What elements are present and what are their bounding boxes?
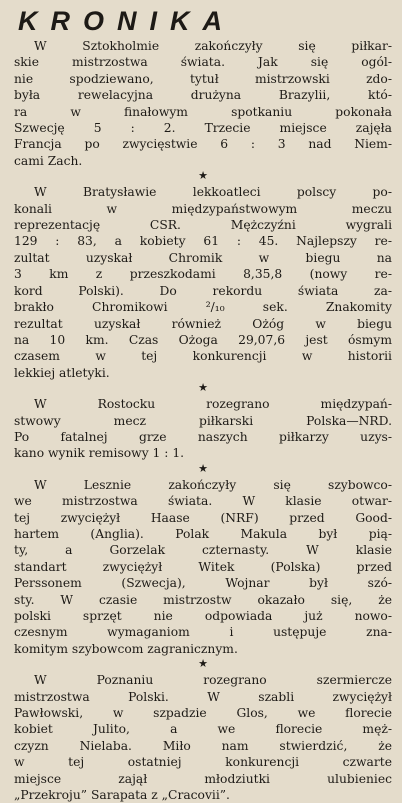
- article-line: czesnym wymaganiom i ustępuje zna-: [14, 625, 392, 640]
- article-line: Pawłowski, w szpadzie Glos, we florecie: [14, 706, 392, 721]
- article-list: [14, 38, 392, 803]
- article-line: stwowy mecz piłkarski Polska—NRD.: [14, 413, 392, 428]
- article-line: kobiet Julito, a we florecie męż-: [14, 722, 392, 737]
- article: [14, 184, 392, 381]
- article-line: W Poznaniu rozegrano szermiercze: [34, 673, 392, 688]
- separator-star: ★: [198, 169, 208, 183]
- article-line: Francja po zwycięstwie 6 : 3 nad Niem-: [14, 137, 392, 152]
- article-line: cami Zach.: [14, 153, 83, 168]
- article-line: lekkiej atletyki.: [14, 365, 110, 380]
- separator-star: ★: [198, 461, 208, 475]
- article-line: Perssonem (Szwecja), Wojnar był szó-: [14, 576, 392, 591]
- section-title: KRONIKA: [18, 6, 235, 36]
- article-line: czasem w tej konkurencji w historii: [14, 349, 392, 364]
- article-line: miejsce zajął młodziutki ulubieniec: [14, 771, 392, 786]
- article: [14, 477, 392, 657]
- article-line: kano wynik remisowy 1 : 1.: [14, 446, 185, 461]
- article-line: we mistrzostwa świata. W klasie otwar-: [14, 494, 392, 509]
- article-line: nie spodziewano, tytuł mistrzowski zdo-: [14, 71, 392, 86]
- article-line: W Rostocku rozegrano międzypań-: [34, 397, 392, 412]
- article-line: 3 km z przeszkodami 8,35,8 (nowy re-: [14, 267, 392, 282]
- article-line: na 10 km. Czas Ożoga 29,07,6 jest ósmym: [14, 332, 392, 347]
- article-line: rezultat uzyskał również Ożóg w biegu: [14, 316, 392, 331]
- article-line: W Lesznie zakończyły się szybowco-: [34, 477, 392, 492]
- article-line: 129 : 83, a kobiety 61 : 45. Najlepszy re-: [14, 234, 392, 249]
- article-line: ra w finałowym spotkaniu pokonała: [14, 104, 392, 119]
- article-line: W Sztokholmie zakończyły się piłkar-: [34, 39, 392, 53]
- separator-star: ★: [198, 381, 208, 395]
- article-line: „Przekroju” Sarapata z „Cracovii”.: [14, 788, 230, 803]
- article-line: W Bratysławie lekkoatleci polscy po-: [34, 185, 392, 200]
- article-line: reprezentację CSR. Mężczyźni wygrali: [14, 218, 392, 233]
- article-line: w tej ostatniej konkurencji czwarte: [14, 755, 392, 770]
- article-line: konali w międzypaństwowym meczu: [14, 201, 392, 216]
- article-line: standart zwyciężył Witek (Polska) przed: [14, 559, 392, 574]
- article-line: polski sprzęt nie odpowiada już nowo-: [14, 609, 392, 623]
- article-line: hartem (Anglia). Polak Makula był pią-: [14, 526, 392, 541]
- article: [14, 672, 392, 803]
- article: [14, 38, 392, 169]
- article-line: była rewelacyjna drużyna Brazylii, któ-: [14, 88, 392, 103]
- article-line: ty, a Gorzelak czternasty. W klasie: [14, 543, 392, 558]
- article-line: tej zwyciężył Haase (NRF) przed Good-: [14, 510, 392, 525]
- article-line: czyzn Nielaba. Miło nam stwierdzić, że: [14, 738, 392, 753]
- article-line: Po fatalnej grze naszych piłkarzy uzys-: [14, 429, 392, 444]
- article-line: skie mistrzostwa świata. Jak się ogól-: [14, 55, 392, 70]
- separator-star: ★: [198, 657, 208, 671]
- article-line: sty. W czasie mistrzostw okazało się, że: [14, 592, 392, 607]
- article-line: zultat uzyskał Chromik w biegu na: [14, 250, 392, 265]
- article-line: brakło Chromikowi ²/₁₀ sek. Znakomity: [14, 300, 392, 315]
- article-line: komitym szybowcom zagranicznym.: [14, 641, 238, 656]
- article-line: Szwecję 5 : 2. Trzecie miejsce zajęła: [14, 121, 392, 136]
- article-line: kord Polski). Do rekordu świata za-: [14, 283, 392, 298]
- article-line: mistrzostwa Polski. W szabli zwyciężył: [14, 689, 392, 704]
- article: [14, 396, 392, 462]
